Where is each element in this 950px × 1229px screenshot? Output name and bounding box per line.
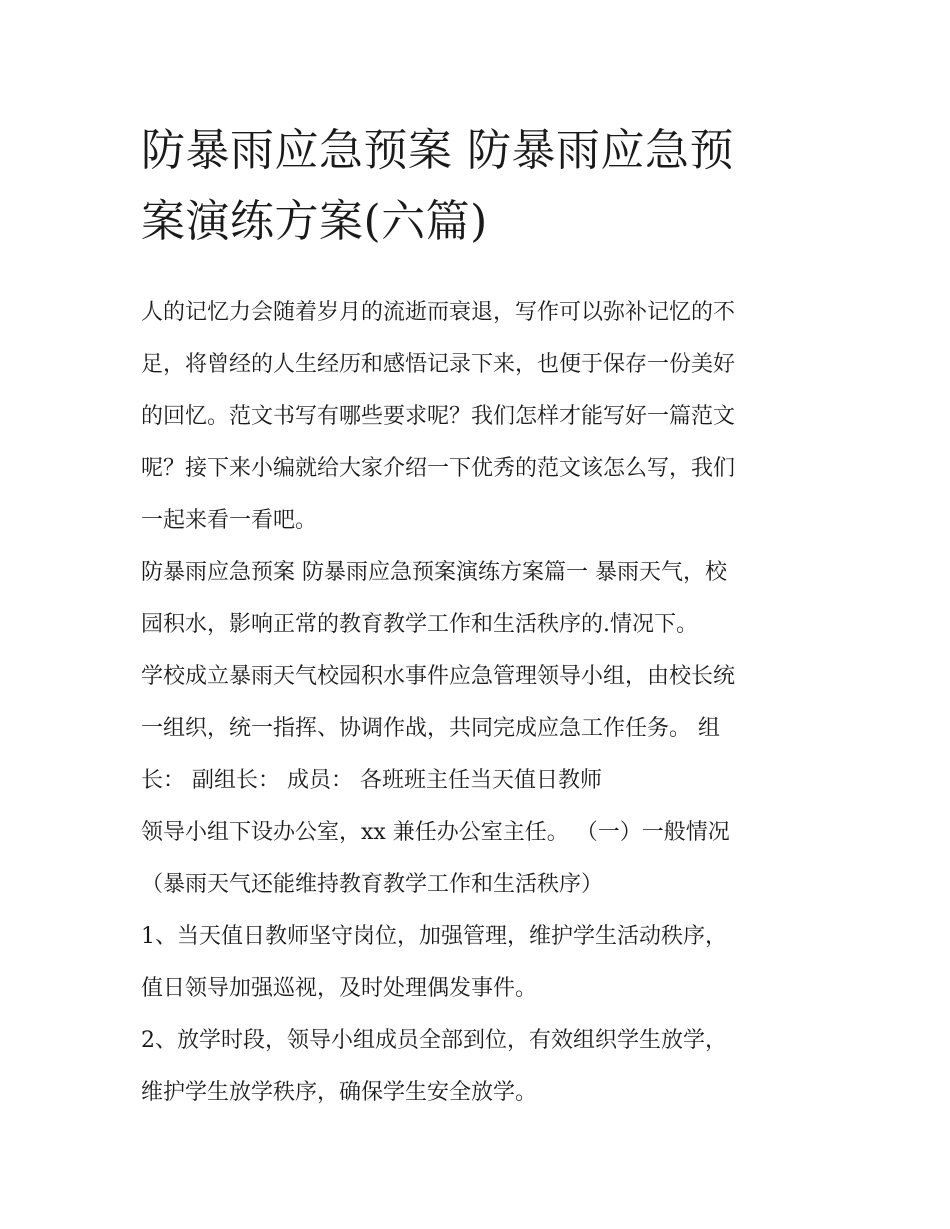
text-line: 1、当天值日教师坚守岗位，加强管理，维护学生活动秩序， xyxy=(141,924,727,949)
text-line: 2、放学时段，领导小组成员全部到位，有效组织学生放学， xyxy=(141,1028,727,1053)
paragraph-item-2 xyxy=(141,1015,813,1119)
document-body xyxy=(141,287,813,1119)
document-page xyxy=(141,115,813,1119)
text-line: 领导小组下设办公室，xx 兼任办公室主任。 （一）一般情况 xyxy=(141,820,730,845)
document-title xyxy=(141,115,813,257)
text-line: 园积水，影响正常的教育教学工作和生活秩序的.情况下。 xyxy=(141,612,698,637)
text-line: 一组织，统一指挥、协调作战，共同完成应急工作任务。 组 xyxy=(141,716,720,741)
text-line: 维护学生放学秩序，确保学生安全放学。 xyxy=(141,1080,538,1105)
text-line: （暴雨天气还能维持教育教学工作和生活秩序） xyxy=(141,872,604,897)
text-line: 呢？接下来小编就给大家介绍一下优秀的范文该怎么写，我们 xyxy=(141,456,736,481)
paragraph-intro xyxy=(141,287,813,547)
paragraph-item-1 xyxy=(141,911,813,1015)
paragraph-office xyxy=(141,807,813,911)
text-line: 的回忆。范文书写有哪些要求呢？我们怎样才能写好一篇范文 xyxy=(141,404,736,429)
paragraph-section-one xyxy=(141,547,813,651)
text-line: 值日领导加强巡视，及时处理偶发事件。 xyxy=(141,976,538,1001)
text-line: 长： 副组长： 成员： 各班班主任当天值日教师 xyxy=(141,768,602,793)
title-line: 防暴雨应急预案 防暴雨应急预 xyxy=(141,125,734,176)
text-line: 一起来看一看吧。 xyxy=(141,508,318,533)
paragraph-leadership-group xyxy=(141,651,813,807)
text-line: 防暴雨应急预案 防暴雨应急预案演练方案篇一 暴雨天气，校 xyxy=(141,560,727,585)
title-line: 案演练方案(六篇) xyxy=(141,196,488,247)
text-line: 人的记忆力会随着岁月的流逝而衰退，写作可以弥补记忆的不 xyxy=(141,300,736,325)
text-line: 学校成立暴雨天气校园积水事件应急管理领导小组，由校长统 xyxy=(141,664,736,689)
text-line: 足，将曾经的人生经历和感悟记录下来，也便于保存一份美好 xyxy=(141,352,736,377)
